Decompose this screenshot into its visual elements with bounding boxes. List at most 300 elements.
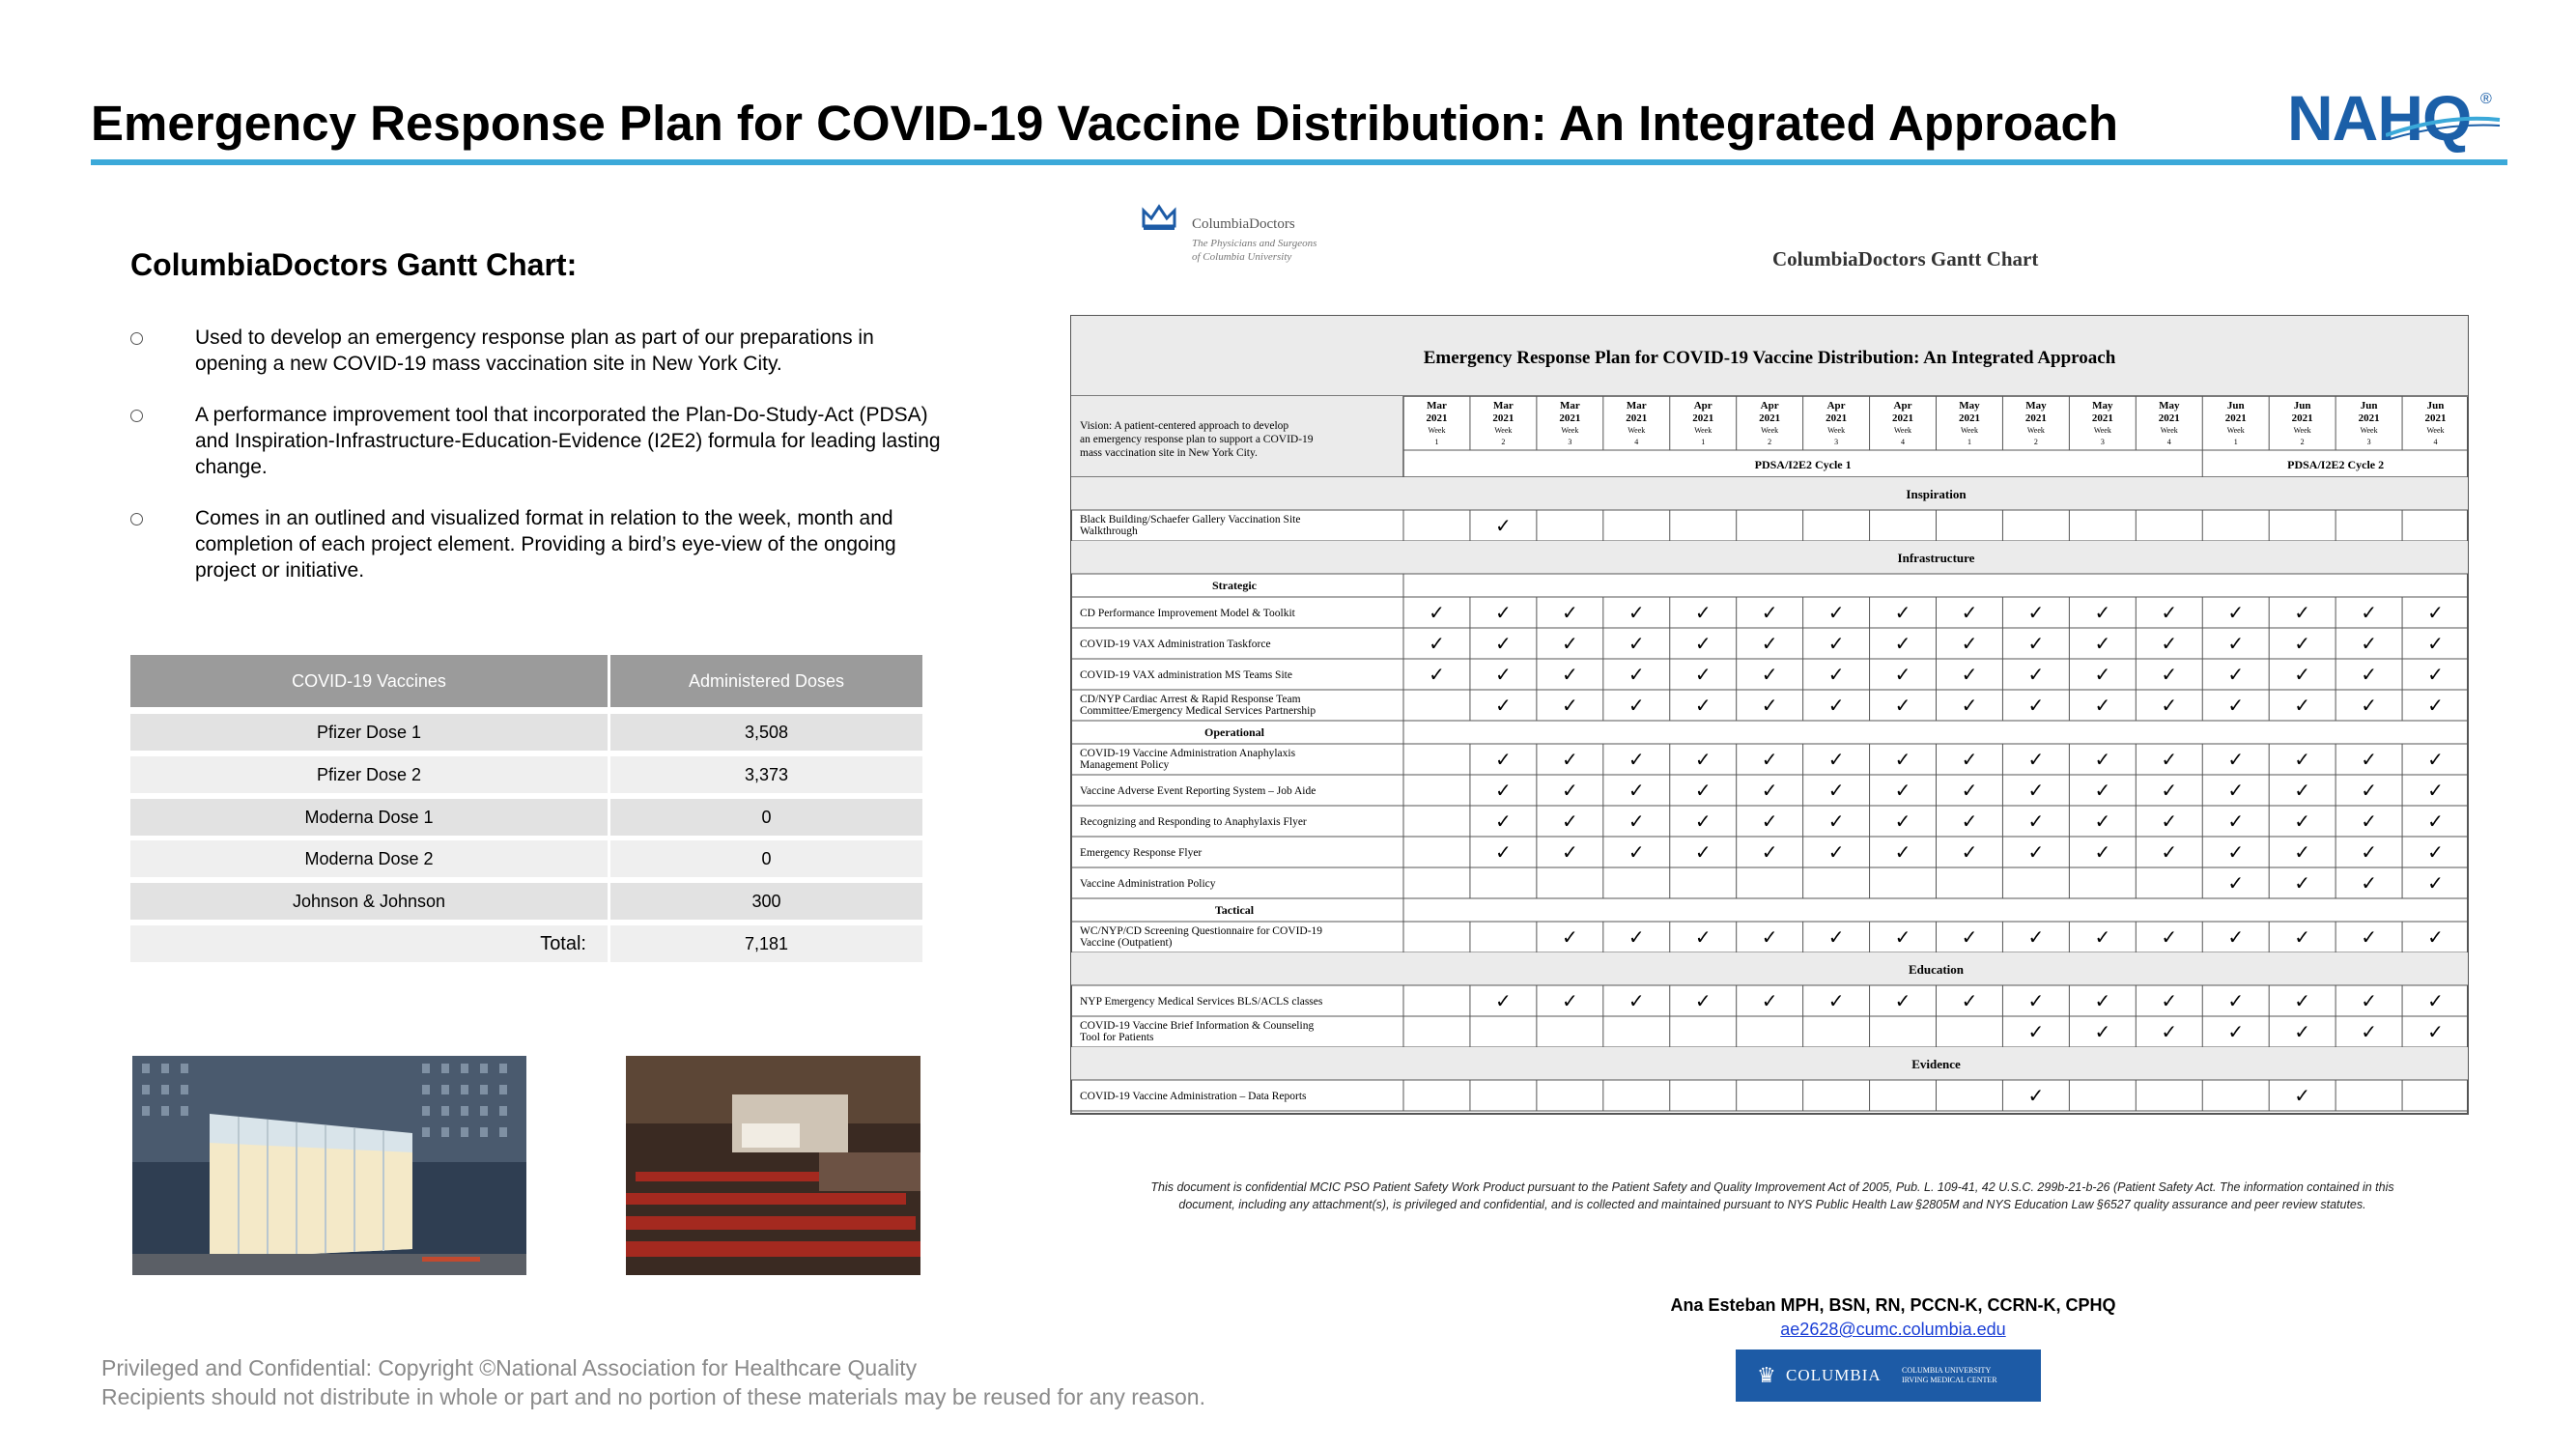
- check-icon: ✓: [2427, 748, 2444, 771]
- check-icon: ✓: [1628, 925, 1645, 949]
- week-month: Jun: [2293, 400, 2311, 412]
- check-icon: ✓: [2027, 632, 2045, 655]
- dose-count: 3,373: [610, 756, 922, 793]
- check-icon: ✓: [1495, 840, 1512, 864]
- week-number: 3: [2100, 438, 2105, 446]
- subsection-label: Strategic: [1212, 579, 1257, 592]
- check-icon: ✓: [2161, 748, 2178, 771]
- check-icon: ✓: [1495, 514, 1512, 537]
- check-icon: ✓: [2094, 989, 2111, 1012]
- task-label: COVID-19 Vaccine Brief Information & Counseling: [1080, 1020, 1315, 1032]
- week-month: Jun: [2226, 400, 2245, 412]
- check-icon: ✓: [1561, 601, 1578, 624]
- check-icon: ✓: [1961, 779, 1978, 802]
- week-number: 2: [1768, 438, 1772, 446]
- check-icon: ✓: [2094, 1020, 2111, 1043]
- task-label: Emergency Response Flyer: [1080, 847, 1203, 859]
- check-icon: ✓: [2361, 810, 2377, 833]
- task-label: CD Performance Improvement Model & Toolkit: [1080, 608, 1295, 619]
- week-label: Week: [1761, 426, 1779, 435]
- gantt-chart: [1070, 315, 2469, 1115]
- table-header-row: [130, 655, 922, 692]
- check-icon: ✓: [2294, 810, 2311, 833]
- check-icon: ✓: [1894, 694, 1911, 717]
- check-icon: ✓: [2027, 810, 2045, 833]
- week-number: 1: [2233, 438, 2238, 446]
- task-label: WC/NYP/CD Screening Questionnaire for COVID-19: [1080, 925, 1323, 937]
- check-icon: ✓: [2361, 989, 2377, 1012]
- check-icon: ✓: [2427, 840, 2444, 864]
- check-icon: ✓: [2027, 601, 2045, 624]
- total-label: Total:: [130, 925, 608, 962]
- week-number: 3: [1568, 438, 1572, 446]
- check-icon: ✓: [2361, 601, 2377, 624]
- check-icon: ✓: [1694, 632, 1712, 655]
- week-label: Week: [2426, 426, 2445, 435]
- week-month: Jun: [2426, 400, 2445, 412]
- check-icon: ✓: [1894, 663, 1911, 686]
- check-icon: ✓: [2094, 663, 2111, 686]
- check-icon: ✓: [2361, 779, 2377, 802]
- week-number: 1: [1434, 438, 1439, 446]
- check-icon: ✓: [1894, 601, 1911, 624]
- week-year: 2021: [1492, 412, 1514, 424]
- check-icon: ✓: [1761, 694, 1778, 717]
- check-icon: ✓: [2294, 925, 2311, 949]
- check-icon: ✓: [1827, 779, 1845, 802]
- check-icon: ✓: [2294, 601, 2311, 624]
- check-icon: ✓: [2361, 840, 2377, 864]
- check-icon: ✓: [1961, 632, 1978, 655]
- table-row: [130, 840, 922, 877]
- check-icon: ✓: [2161, 632, 2178, 655]
- crown-icon: ♛: [1757, 1363, 1776, 1387]
- check-icon: ✓: [2094, 840, 2111, 864]
- check-icon: ✓: [1561, 840, 1578, 864]
- check-icon: ✓: [1429, 601, 1445, 624]
- week-label: Week: [1428, 426, 1446, 435]
- week-month: Apr: [1760, 400, 1779, 412]
- check-icon: ✓: [1694, 925, 1712, 949]
- dose-count: 0: [610, 799, 922, 836]
- week-number: 4: [1901, 438, 1906, 446]
- check-icon: ✓: [1894, 779, 1911, 802]
- cycle-label: PDSA/I2E2 Cycle 2: [2287, 458, 2385, 471]
- check-icon: ✓: [2294, 1084, 2311, 1107]
- check-icon: ✓: [1495, 632, 1512, 655]
- section-band: [1071, 952, 2468, 985]
- check-icon: ✓: [1761, 663, 1778, 686]
- check-icon: ✓: [1961, 748, 1978, 771]
- check-icon: ✓: [2361, 632, 2377, 655]
- check-icon: ✓: [1961, 840, 1978, 864]
- check-icon: ✓: [2227, 925, 2245, 949]
- check-icon: ✓: [1495, 601, 1512, 624]
- check-icon: ✓: [1827, 663, 1845, 686]
- task-label: COVID-19 Vaccine Administration Anaphylaxis: [1080, 748, 1296, 759]
- check-icon: ✓: [2027, 1084, 2045, 1107]
- week-year: 2021: [1426, 412, 1448, 424]
- hollow-bullet-icon: [130, 332, 143, 345]
- task-label: Walkthrough: [1080, 526, 1138, 537]
- check-icon: ✓: [1894, 748, 1911, 771]
- column-header: COVID-19 Vaccines: [130, 655, 608, 707]
- week-month: Apr: [1826, 400, 1846, 412]
- check-icon: ✓: [1761, 925, 1778, 949]
- columbia-wordmark: COLUMBIA: [1786, 1366, 1882, 1384]
- week-month: Mar: [1493, 400, 1514, 412]
- week-year: 2021: [2358, 412, 2380, 424]
- check-icon: ✓: [1827, 632, 1845, 655]
- check-icon: ✓: [1628, 663, 1645, 686]
- vaccine-name: Pfizer Dose 1: [130, 714, 608, 751]
- check-icon: ✓: [1628, 632, 1645, 655]
- distribution-notice: Recipients should not distribute in whole or part and no portion of these materials may be reused for any reason.: [101, 1384, 1205, 1409]
- check-icon: ✓: [1561, 694, 1578, 717]
- hollow-bullet-icon: [130, 410, 143, 422]
- week-month: Apr: [1693, 400, 1713, 412]
- check-icon: ✓: [2161, 1020, 2178, 1043]
- check-icon: ✓: [2427, 601, 2444, 624]
- week-label: Week: [2160, 426, 2178, 435]
- week-year: 2021: [1759, 412, 1781, 424]
- week-month: May: [2092, 400, 2113, 412]
- check-icon: ✓: [1561, 810, 1578, 833]
- check-icon: ✓: [2361, 1020, 2377, 1043]
- check-icon: ✓: [2427, 632, 2444, 655]
- check-icon: ✓: [2227, 663, 2245, 686]
- check-icon: ✓: [2294, 840, 2311, 864]
- check-icon: ✓: [2427, 663, 2444, 686]
- check-icon: ✓: [2294, 663, 2311, 686]
- check-icon: ✓: [2427, 1020, 2444, 1043]
- check-icon: ✓: [1561, 989, 1578, 1012]
- task-label: CD/NYP Cardiac Arrest & Rapid Response Team: [1080, 694, 1301, 705]
- check-icon: ✓: [2161, 989, 2178, 1012]
- check-icon: ✓: [2427, 925, 2444, 949]
- check-icon: ✓: [2427, 779, 2444, 802]
- week-month: Mar: [1427, 400, 1447, 412]
- vision-text: Vision: A patient-centered approach to develop: [1080, 420, 1289, 432]
- check-icon: ✓: [2161, 663, 2178, 686]
- check-icon: ✓: [2294, 871, 2311, 895]
- check-icon: ✓: [2027, 989, 2045, 1012]
- week-number: 1: [1967, 438, 1971, 446]
- brand-subtitle: of Columbia University: [1192, 251, 1292, 263]
- hollow-bullet-icon: [130, 513, 143, 526]
- section-band: [1071, 477, 2468, 510]
- check-icon: ✓: [2094, 601, 2111, 624]
- title-underline: [91, 159, 2507, 165]
- week-month: Apr: [1893, 400, 1912, 412]
- week-year: 2021: [1958, 412, 1980, 424]
- check-icon: ✓: [1761, 779, 1778, 802]
- check-icon: ✓: [2361, 925, 2377, 949]
- check-icon: ✓: [1561, 632, 1578, 655]
- check-icon: ✓: [2027, 925, 2045, 949]
- columbia-logo: [1736, 1350, 2041, 1402]
- check-icon: ✓: [1894, 810, 1911, 833]
- task-label: COVID-19 VAX administration MS Teams Site: [1080, 669, 1292, 681]
- section-heading: ColumbiaDoctors Gantt Chart:: [130, 247, 578, 282]
- column-header: Administered Doses: [610, 655, 922, 707]
- check-icon: ✓: [1561, 748, 1578, 771]
- check-icon: ✓: [1827, 601, 1845, 624]
- check-icon: ✓: [2027, 1020, 2045, 1043]
- vaccination-site-building-photo: [132, 1056, 526, 1275]
- week-label: Week: [2293, 426, 2311, 435]
- check-icon: ✓: [1894, 632, 1911, 655]
- check-icon: ✓: [1561, 779, 1578, 802]
- check-icon: ✓: [1429, 663, 1445, 686]
- check-icon: ✓: [2227, 871, 2245, 895]
- vaccine-name: Pfizer Dose 2: [130, 756, 608, 793]
- week-year: 2021: [1892, 412, 1914, 424]
- check-icon: ✓: [1694, 779, 1712, 802]
- nahq-logo: NAHQ: [2287, 82, 2472, 154]
- check-icon: ✓: [2227, 632, 2245, 655]
- check-icon: ✓: [1628, 748, 1645, 771]
- check-icon: ✓: [2227, 1020, 2245, 1043]
- task-label: Tool for Patients: [1080, 1032, 1154, 1043]
- week-number: 2: [2033, 438, 2038, 446]
- check-icon: ✓: [2027, 748, 2045, 771]
- week-label: Week: [2026, 426, 2045, 435]
- author-credit: Ana Esteban MPH, BSN, RN, PCCN-K, CCRN-K, CPHQ: [1670, 1295, 2116, 1315]
- check-icon: ✓: [1961, 989, 1978, 1012]
- week-year: 2021: [2024, 412, 2047, 424]
- dose-count: 0: [610, 840, 922, 877]
- week-month: May: [1959, 400, 1980, 412]
- check-icon: ✓: [1894, 989, 1911, 1012]
- gantt-caption: ColumbiaDoctors Gantt Chart: [1772, 247, 2039, 270]
- week-number: 2: [1501, 438, 1506, 446]
- gantt-table-title: Emergency Response Plan for COVID-19 Vaccine Distribution: An Integrated Approach: [1423, 348, 2116, 368]
- week-label: Week: [1628, 426, 1646, 435]
- check-icon: ✓: [2027, 840, 2045, 864]
- section-band: [1071, 1047, 2468, 1080]
- check-icon: ✓: [1495, 694, 1512, 717]
- check-icon: ✓: [2427, 989, 2444, 1012]
- check-icon: ✓: [1628, 779, 1645, 802]
- section-label: Infrastructure: [1897, 551, 1975, 565]
- section-label: Evidence: [1911, 1057, 1961, 1071]
- check-icon: ✓: [1961, 925, 1978, 949]
- table-row: [130, 883, 922, 920]
- table-row: [130, 714, 922, 751]
- week-label: Week: [1494, 426, 1513, 435]
- check-icon: ✓: [1694, 601, 1712, 624]
- check-icon: ✓: [2161, 810, 2178, 833]
- check-icon: ✓: [2361, 871, 2377, 895]
- vision-text: an emergency response plan to support a COVID-19: [1080, 434, 1314, 445]
- week-number: 4: [2433, 438, 2438, 446]
- week-year: 2021: [1826, 412, 1848, 424]
- check-icon: ✓: [1495, 779, 1512, 802]
- check-icon: ✓: [2227, 779, 2245, 802]
- auditorium-photo: [626, 1056, 920, 1275]
- week-month: May: [2025, 400, 2047, 412]
- task-label: Management Policy: [1080, 759, 1170, 771]
- check-icon: ✓: [2227, 989, 2245, 1012]
- week-year: 2021: [1626, 412, 1648, 424]
- check-icon: ✓: [1894, 840, 1911, 864]
- week-year: 2021: [2091, 412, 2113, 424]
- check-icon: ✓: [2361, 663, 2377, 686]
- check-icon: ✓: [1429, 632, 1445, 655]
- week-month: Jun: [2360, 400, 2378, 412]
- week-label: Week: [2360, 426, 2378, 435]
- check-icon: ✓: [2294, 748, 2311, 771]
- week-label: Week: [1694, 426, 1713, 435]
- check-icon: ✓: [2094, 925, 2111, 949]
- check-icon: ✓: [1761, 748, 1778, 771]
- check-icon: ✓: [1495, 989, 1512, 1012]
- columbia-subtitle-line: IRVING MEDICAL CENTER: [1902, 1376, 1997, 1384]
- check-icon: ✓: [1694, 694, 1712, 717]
- week-label: Week: [2226, 426, 2245, 435]
- table-row: [130, 756, 922, 793]
- confidentiality-statement: This document is confidential MCIC PSO Patient Safety Work Product pursuant to the Patient Safety and Quality Improvement Act of 2005, Pub. L. 109-41, 42 U.S.C. 299b-21-b-26 (Patient Safety Act. The information contained in this document, including any attachment(s), is privileged and confidential, and is collected and maintained pursuant to NYS Public Health Law §2805M and NYS Education Law §6527 quality assurance and peer review statutes.: [1150, 1180, 2394, 1211]
- check-icon: ✓: [1628, 694, 1645, 717]
- check-icon: ✓: [1827, 925, 1845, 949]
- check-icon: ✓: [1761, 840, 1778, 864]
- cycle-label: PDSA/I2E2 Cycle 1: [1754, 458, 1852, 471]
- check-icon: ✓: [2294, 1020, 2311, 1043]
- week-year: 2021: [2224, 412, 2247, 424]
- dose-count: 300: [610, 883, 922, 920]
- task-label: Vaccine Adverse Event Reporting System – Job Aide: [1080, 785, 1316, 797]
- copyright-notice: Privileged and Confidential: Copyright ©National Association for Healthcare Quality: [101, 1355, 918, 1380]
- check-icon: ✓: [2227, 840, 2245, 864]
- week-year: 2021: [2291, 412, 2313, 424]
- week-number: 1: [1701, 438, 1706, 446]
- subsection-label: Operational: [1204, 725, 1264, 739]
- week-number: 3: [1834, 438, 1839, 446]
- check-icon: ✓: [1694, 748, 1712, 771]
- section-label: Education: [1908, 962, 1965, 977]
- check-icon: ✓: [2027, 663, 2045, 686]
- week-number: 3: [2366, 438, 2371, 446]
- check-icon: ✓: [2094, 694, 2111, 717]
- check-icon: ✓: [1827, 694, 1845, 717]
- vision-text: mass vaccination site in New York City.: [1080, 447, 1258, 459]
- check-icon: ✓: [1694, 840, 1712, 864]
- check-icon: ✓: [2427, 871, 2444, 895]
- bullet-text: Used to develop an emergency response plan as part of our preparations in opening a new COVID-19 mass vaccination site in New York City.: [195, 327, 874, 375]
- table-total-row: [130, 925, 922, 962]
- check-icon: ✓: [2161, 840, 2178, 864]
- check-icon: ✓: [2094, 748, 2111, 771]
- week-number: 2: [2300, 438, 2305, 446]
- check-icon: ✓: [1827, 810, 1845, 833]
- section-band: [1071, 541, 2468, 574]
- check-icon: ✓: [1761, 810, 1778, 833]
- check-icon: ✓: [1894, 925, 1911, 949]
- check-icon: ✓: [2161, 925, 2178, 949]
- check-icon: ✓: [1628, 840, 1645, 864]
- vaccine-name: Johnson & Johnson: [130, 883, 608, 920]
- author-email-link[interactable]: ae2628@cumc.columbia.edu: [1780, 1320, 2006, 1339]
- check-icon: ✓: [1961, 601, 1978, 624]
- vaccine-name: Moderna Dose 1: [130, 799, 608, 836]
- check-icon: ✓: [1827, 748, 1845, 771]
- week-year: 2021: [1559, 412, 1581, 424]
- week-number: 4: [2166, 438, 2171, 446]
- check-icon: ✓: [1694, 663, 1712, 686]
- check-icon: ✓: [1495, 748, 1512, 771]
- week-month: May: [2159, 400, 2180, 412]
- check-icon: ✓: [1495, 663, 1512, 686]
- task-label: Vaccine Administration Policy: [1080, 878, 1216, 890]
- check-icon: ✓: [2294, 632, 2311, 655]
- total-value: 7,181: [610, 925, 922, 962]
- check-icon: ✓: [2094, 810, 2111, 833]
- section-label: Inspiration: [1906, 487, 1967, 501]
- check-icon: ✓: [1761, 632, 1778, 655]
- week-month: Mar: [1626, 400, 1647, 412]
- logo-swoosh-icon: [2386, 102, 2502, 141]
- check-icon: ✓: [1961, 663, 1978, 686]
- subsection-label: Tactical: [1214, 903, 1255, 917]
- week-label: Week: [1894, 426, 1912, 435]
- table-row: [130, 799, 922, 836]
- week-label: Week: [2093, 426, 2111, 435]
- check-icon: ✓: [2427, 810, 2444, 833]
- brand-subtitle: The Physicians and Surgeons: [1192, 238, 1317, 249]
- page-title: Emergency Response Plan for COVID-19 Vaccine Distribution: An Integrated Approach: [91, 96, 2118, 151]
- crown-icon: [1140, 203, 1178, 232]
- check-icon: ✓: [2094, 779, 2111, 802]
- week-label: Week: [1960, 426, 1978, 435]
- bullet-text: Comes in an outlined and visualized format in relation to the week, month and completion of each project element. Providing a bird’s eye-view of the ongoing project or initiative.: [195, 507, 896, 582]
- task-label: NYP Emergency Medical Services BLS/ACLS classes: [1080, 996, 1323, 1008]
- task-label: COVID-19 Vaccine Administration – Data Reports: [1080, 1091, 1307, 1102]
- check-icon: ✓: [1694, 810, 1712, 833]
- bullet-text: A performance improvement tool that incorporated the Plan-Do-Study-Act (PDSA) and Inspiration-Infrastructure-Education-Evidence (I2E2) formula for leading lasting change.: [195, 404, 941, 478]
- check-icon: ✓: [1827, 840, 1845, 864]
- check-icon: ✓: [2361, 694, 2377, 717]
- week-label: Week: [1827, 426, 1846, 435]
- check-icon: ✓: [2161, 694, 2178, 717]
- check-icon: ✓: [1961, 810, 1978, 833]
- check-icon: ✓: [2294, 694, 2311, 717]
- check-icon: ✓: [2427, 694, 2444, 717]
- week-year: 2021: [2424, 412, 2447, 424]
- check-icon: ✓: [2294, 779, 2311, 802]
- check-icon: ✓: [2161, 601, 2178, 624]
- week-year: 2021: [1692, 412, 1714, 424]
- check-icon: ✓: [1628, 989, 1645, 1012]
- check-icon: ✓: [1761, 601, 1778, 624]
- registered-mark: ®: [2480, 91, 2492, 107]
- task-label: Black Building/Schaefer Gallery Vaccination Site: [1080, 514, 1301, 526]
- vaccine-name: Moderna Dose 2: [130, 840, 608, 877]
- check-icon: ✓: [1495, 810, 1512, 833]
- dose-count: 3,508: [610, 714, 922, 751]
- brand-name: ColumbiaDoctors: [1192, 216, 1295, 232]
- task-label: Vaccine (Outpatient): [1080, 937, 1173, 949]
- week-number: 4: [1634, 438, 1639, 446]
- check-icon: ✓: [2094, 632, 2111, 655]
- check-icon: ✓: [1827, 989, 1845, 1012]
- task-label: Recognizing and Responding to Anaphylaxis Flyer: [1080, 816, 1307, 828]
- check-icon: ✓: [2227, 694, 2245, 717]
- check-icon: ✓: [2361, 748, 2377, 771]
- task-label: COVID-19 VAX Administration Taskforce: [1080, 639, 1271, 650]
- week-label: Week: [1561, 426, 1579, 435]
- check-icon: ✓: [1961, 694, 1978, 717]
